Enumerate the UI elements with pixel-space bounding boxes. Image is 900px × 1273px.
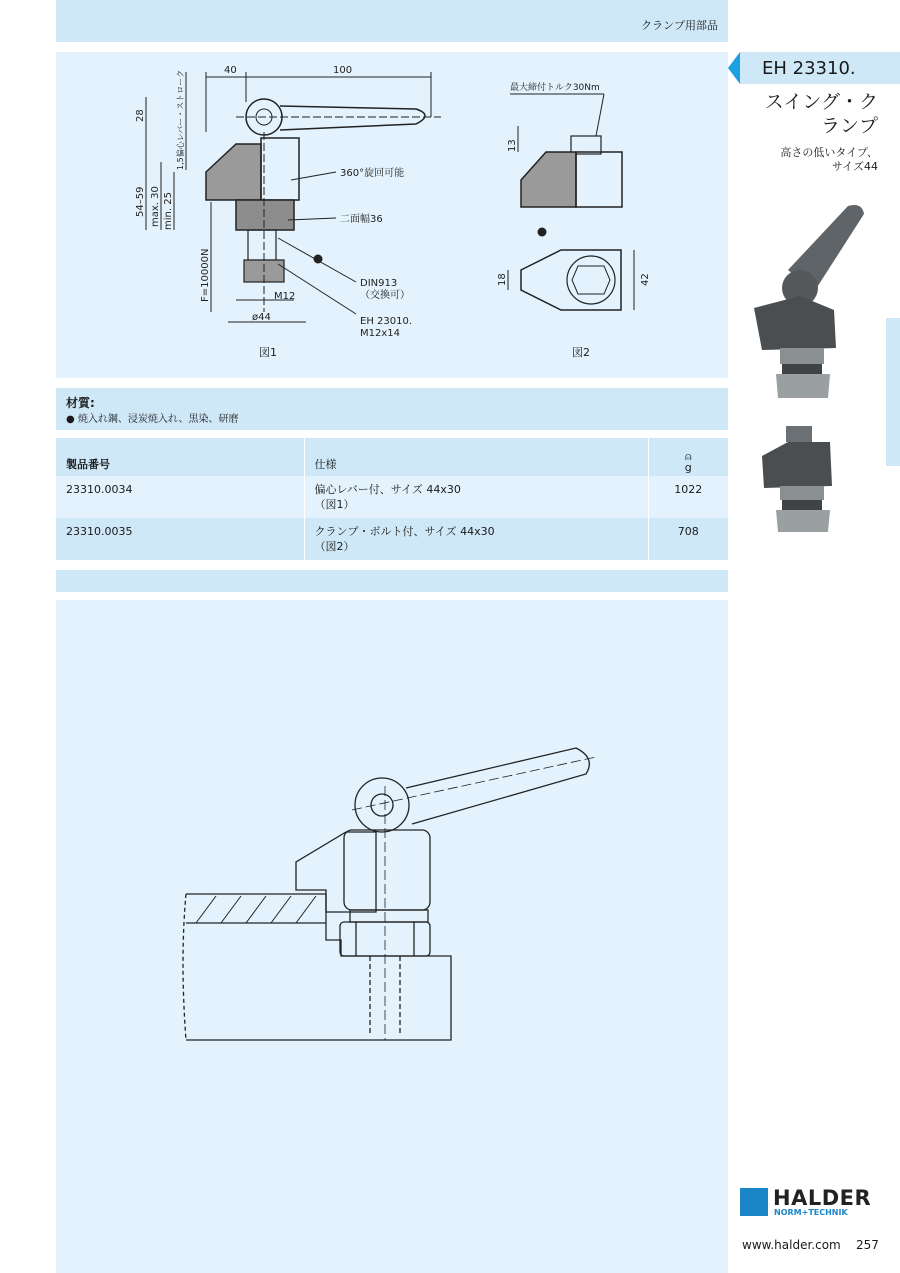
spec-table bbox=[56, 438, 728, 560]
material-title: 材質: bbox=[66, 396, 95, 410]
code-tab-arrow bbox=[728, 52, 740, 84]
dim-min25: min. 25 bbox=[163, 192, 174, 230]
table-footer-band bbox=[56, 570, 728, 592]
application-illustration bbox=[56, 600, 728, 1273]
side-tab-marker bbox=[886, 318, 900, 466]
dim-force: F=10000N bbox=[200, 248, 211, 302]
page-number: 257 bbox=[856, 1238, 879, 1252]
product-title-line: スイング・ク bbox=[764, 91, 878, 113]
part-no-cell: 23310.0035 bbox=[56, 518, 304, 560]
technical-drawing-panel bbox=[56, 52, 728, 378]
weight-icon: ⍝ bbox=[684, 450, 692, 463]
material-section bbox=[56, 388, 728, 430]
material-item: ● 焼入れ鋼、浸炭焼入れ、黒染、研磨 bbox=[66, 414, 239, 425]
part-no-cell: 23310.0034 bbox=[56, 476, 304, 518]
application-illustration-panel bbox=[56, 600, 728, 1273]
note-eh23010: EH 23010. bbox=[360, 316, 413, 327]
note-hex36: 二面幅36 bbox=[340, 214, 383, 225]
brand-name: HALDER bbox=[773, 1186, 872, 1210]
spec-line: クランプ・ボルト付、サイズ 44x30 bbox=[314, 525, 495, 538]
product-photo-bolt bbox=[740, 420, 880, 540]
note-din913: DIN913 bbox=[360, 278, 398, 289]
halder-logo-mark bbox=[740, 1188, 768, 1216]
dim-40: 40 bbox=[224, 65, 237, 76]
product-subtitle-line: サイズ44 bbox=[831, 160, 878, 173]
spec-cell bbox=[304, 518, 648, 560]
technical-drawing bbox=[56, 52, 728, 378]
product-title-line: ランプ bbox=[820, 115, 878, 137]
dim-18: 18 bbox=[497, 273, 508, 286]
dim-54-59: 54–59 bbox=[135, 186, 146, 217]
dim-42: 42 bbox=[640, 273, 651, 286]
dim-dia44: ø44 bbox=[252, 312, 271, 323]
product-title bbox=[718, 90, 878, 138]
table-row bbox=[56, 518, 728, 560]
dim-m12: M12 bbox=[274, 291, 296, 302]
product-code: EH 23310. bbox=[762, 58, 856, 79]
product-subtitle-line: 高さの低いタイプ、 bbox=[780, 146, 878, 159]
dim-28: 28 bbox=[135, 109, 146, 122]
note-m12x14: M12x14 bbox=[360, 328, 400, 339]
category-label: クランプ用部品 bbox=[641, 19, 718, 32]
figure-2-drawing bbox=[497, 81, 651, 310]
product-code-tab bbox=[728, 52, 900, 84]
figure-1-label: 図1 bbox=[259, 346, 277, 359]
figure-2-label: 図2 bbox=[572, 346, 590, 359]
dim-13: 13 bbox=[507, 139, 518, 152]
brand-tagline: NORM+TECHNIK bbox=[774, 1208, 848, 1217]
note-360-rotate: 360°旋回可能 bbox=[340, 168, 405, 179]
spec-cell bbox=[304, 476, 648, 518]
header-part-no: 製品番号 bbox=[56, 438, 304, 476]
header-spec: 仕様 bbox=[304, 438, 648, 476]
dim-lever-stroke: 1,5偏心レバー・ストローク bbox=[176, 69, 185, 170]
table-header-row bbox=[56, 438, 728, 476]
product-subtitle bbox=[718, 146, 878, 174]
dim-max30: max. 30 bbox=[150, 186, 161, 227]
weight-unit: g bbox=[684, 461, 692, 474]
website-link[interactable]: www.halder.com bbox=[742, 1238, 841, 1252]
header-weight bbox=[648, 438, 728, 476]
spec-figure-ref: （図1） bbox=[314, 498, 355, 511]
note-torque: 最大締付トルク30Nm bbox=[510, 83, 600, 93]
product-photo-lever bbox=[740, 200, 880, 400]
halder-logo bbox=[740, 1188, 880, 1220]
table-row bbox=[56, 476, 728, 518]
header-bar bbox=[56, 0, 728, 42]
note-din-replaceable: （交換可） bbox=[360, 290, 410, 301]
figure-1-drawing bbox=[135, 65, 441, 339]
dim-100: 100 bbox=[333, 65, 353, 76]
weight-cell: 1022 bbox=[648, 476, 728, 518]
weight-cell: 708 bbox=[648, 518, 728, 560]
spec-line: 偏心レバー付、サイズ 44x30 bbox=[314, 483, 461, 496]
spec-figure-ref: （図2） bbox=[314, 540, 355, 553]
